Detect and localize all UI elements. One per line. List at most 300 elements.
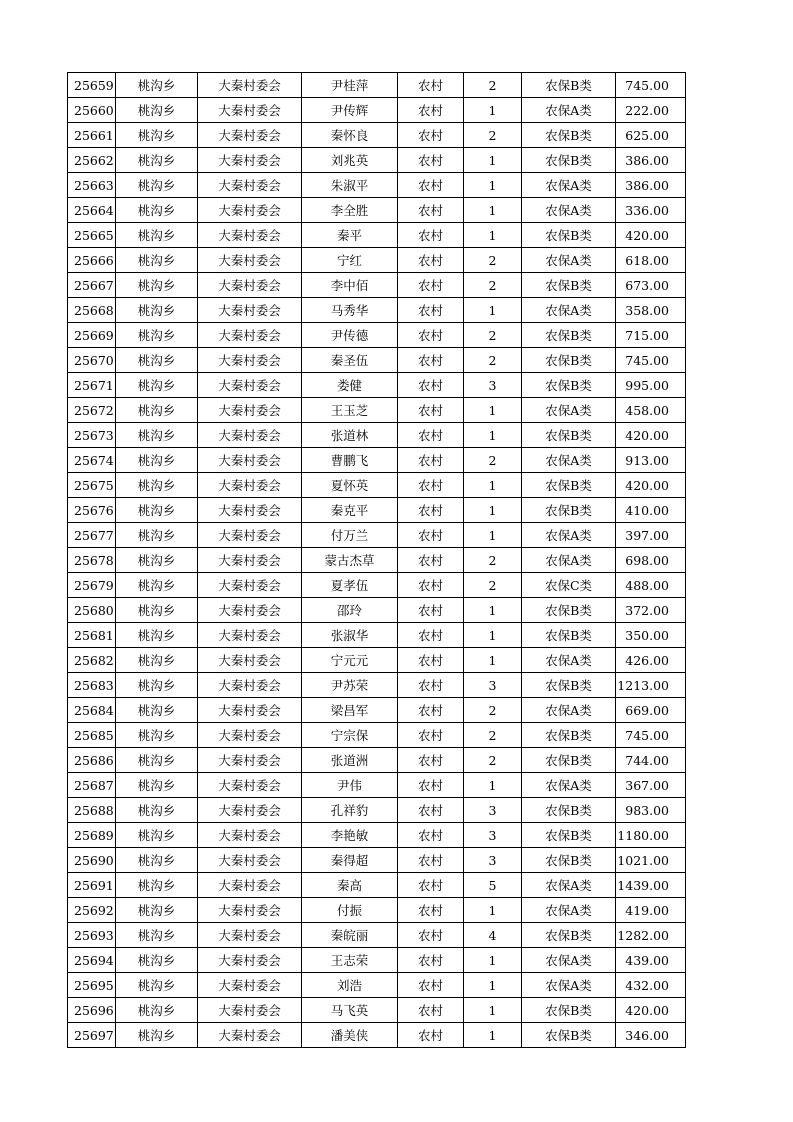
area-type-cell: 农村 bbox=[398, 223, 464, 248]
village-committee-cell: 大秦村委会 bbox=[198, 723, 302, 748]
category-cell: 农保B类 bbox=[522, 73, 616, 98]
name-cell: 刘浩 bbox=[302, 973, 398, 998]
township-cell: 桃沟乡 bbox=[116, 398, 198, 423]
area-type-cell: 农村 bbox=[398, 873, 464, 898]
area-type-cell: 农村 bbox=[398, 598, 464, 623]
record-id-cell: 25662 bbox=[68, 148, 116, 173]
category-cell: 农保B类 bbox=[522, 848, 616, 873]
village-committee-cell: 大秦村委会 bbox=[198, 373, 302, 398]
household-size-cell: 2 bbox=[464, 323, 522, 348]
area-type-cell: 农村 bbox=[398, 98, 464, 123]
table-row bbox=[68, 598, 686, 623]
category-cell: 农保C类 bbox=[522, 573, 616, 598]
name-cell: 王玉芝 bbox=[302, 398, 398, 423]
category-cell: 农保B类 bbox=[522, 823, 616, 848]
area-type-cell: 农村 bbox=[398, 398, 464, 423]
area-type-cell: 农村 bbox=[398, 148, 464, 173]
amount-cell: 744.00 bbox=[616, 748, 686, 773]
village-committee-cell: 大秦村委会 bbox=[198, 323, 302, 348]
village-committee-cell: 大秦村委会 bbox=[198, 148, 302, 173]
area-type-cell: 农村 bbox=[398, 123, 464, 148]
township-cell: 桃沟乡 bbox=[116, 323, 198, 348]
township-cell: 桃沟乡 bbox=[116, 298, 198, 323]
name-cell: 秦怀良 bbox=[302, 123, 398, 148]
amount-cell: 358.00 bbox=[616, 298, 686, 323]
household-size-cell: 3 bbox=[464, 798, 522, 823]
name-cell: 秦克平 bbox=[302, 498, 398, 523]
amount-cell: 1439.00 bbox=[616, 873, 686, 898]
village-committee-cell: 大秦村委会 bbox=[198, 948, 302, 973]
record-id-cell: 25661 bbox=[68, 123, 116, 148]
household-size-cell: 1 bbox=[464, 523, 522, 548]
household-size-cell: 1 bbox=[464, 398, 522, 423]
amount-cell: 432.00 bbox=[616, 973, 686, 998]
household-size-cell: 3 bbox=[464, 373, 522, 398]
category-cell: 农保B类 bbox=[522, 148, 616, 173]
area-type-cell: 农村 bbox=[398, 73, 464, 98]
name-cell: 宁元元 bbox=[302, 648, 398, 673]
household-size-cell: 2 bbox=[464, 448, 522, 473]
area-type-cell: 农村 bbox=[398, 548, 464, 573]
township-cell: 桃沟乡 bbox=[116, 773, 198, 798]
area-type-cell: 农村 bbox=[398, 298, 464, 323]
category-cell: 农保B类 bbox=[522, 423, 616, 448]
table-row bbox=[68, 873, 686, 898]
area-type-cell: 农村 bbox=[398, 673, 464, 698]
village-committee-cell: 大秦村委会 bbox=[198, 998, 302, 1023]
township-cell: 桃沟乡 bbox=[116, 373, 198, 398]
village-committee-cell: 大秦村委会 bbox=[198, 198, 302, 223]
beneficiary-table bbox=[67, 72, 686, 1048]
name-cell: 尹桂萍 bbox=[302, 73, 398, 98]
township-cell: 桃沟乡 bbox=[116, 173, 198, 198]
category-cell: 农保B类 bbox=[522, 323, 616, 348]
area-type-cell: 农村 bbox=[398, 848, 464, 873]
name-cell: 尹传辉 bbox=[302, 98, 398, 123]
name-cell: 孔祥豹 bbox=[302, 798, 398, 823]
record-id-cell: 25674 bbox=[68, 448, 116, 473]
category-cell: 农保A类 bbox=[522, 173, 616, 198]
township-cell: 桃沟乡 bbox=[116, 148, 198, 173]
category-cell: 农保A类 bbox=[522, 448, 616, 473]
area-type-cell: 农村 bbox=[398, 173, 464, 198]
name-cell: 付振 bbox=[302, 898, 398, 923]
record-id-cell: 25688 bbox=[68, 798, 116, 823]
name-cell: 朱淑平 bbox=[302, 173, 398, 198]
name-cell: 张道洲 bbox=[302, 748, 398, 773]
village-committee-cell: 大秦村委会 bbox=[198, 398, 302, 423]
household-size-cell: 1 bbox=[464, 98, 522, 123]
table-row bbox=[68, 123, 686, 148]
household-size-cell: 1 bbox=[464, 623, 522, 648]
township-cell: 桃沟乡 bbox=[116, 223, 198, 248]
table-row bbox=[68, 148, 686, 173]
category-cell: 农保A类 bbox=[522, 548, 616, 573]
household-size-cell: 1 bbox=[464, 423, 522, 448]
township-cell: 桃沟乡 bbox=[116, 723, 198, 748]
amount-cell: 426.00 bbox=[616, 648, 686, 673]
table-row bbox=[68, 948, 686, 973]
record-id-cell: 25689 bbox=[68, 823, 116, 848]
household-size-cell: 2 bbox=[464, 123, 522, 148]
name-cell: 曹鹏飞 bbox=[302, 448, 398, 473]
household-size-cell: 2 bbox=[464, 273, 522, 298]
area-type-cell: 农村 bbox=[398, 523, 464, 548]
category-cell: 农保B类 bbox=[522, 123, 616, 148]
category-cell: 农保A类 bbox=[522, 398, 616, 423]
table-row bbox=[68, 898, 686, 923]
township-cell: 桃沟乡 bbox=[116, 523, 198, 548]
village-committee-cell: 大秦村委会 bbox=[198, 548, 302, 573]
table-row bbox=[68, 198, 686, 223]
record-id-cell: 25685 bbox=[68, 723, 116, 748]
area-type-cell: 农村 bbox=[398, 573, 464, 598]
name-cell: 秦高 bbox=[302, 873, 398, 898]
township-cell: 桃沟乡 bbox=[116, 98, 198, 123]
household-size-cell: 2 bbox=[464, 723, 522, 748]
area-type-cell: 农村 bbox=[398, 648, 464, 673]
area-type-cell: 农村 bbox=[398, 373, 464, 398]
village-committee-cell: 大秦村委会 bbox=[198, 498, 302, 523]
amount-cell: 346.00 bbox=[616, 1023, 686, 1048]
table-row bbox=[68, 298, 686, 323]
area-type-cell: 农村 bbox=[398, 773, 464, 798]
township-cell: 桃沟乡 bbox=[116, 123, 198, 148]
area-type-cell: 农村 bbox=[398, 823, 464, 848]
name-cell: 秦平 bbox=[302, 223, 398, 248]
record-id-cell: 25683 bbox=[68, 673, 116, 698]
name-cell: 尹传德 bbox=[302, 323, 398, 348]
table-row bbox=[68, 573, 686, 598]
village-committee-cell: 大秦村委会 bbox=[198, 598, 302, 623]
household-size-cell: 3 bbox=[464, 673, 522, 698]
village-committee-cell: 大秦村委会 bbox=[198, 623, 302, 648]
household-size-cell: 3 bbox=[464, 823, 522, 848]
amount-cell: 386.00 bbox=[616, 173, 686, 198]
township-cell: 桃沟乡 bbox=[116, 548, 198, 573]
name-cell: 梁昌军 bbox=[302, 698, 398, 723]
name-cell: 蒙古杰草 bbox=[302, 548, 398, 573]
name-cell: 付万兰 bbox=[302, 523, 398, 548]
name-cell: 王志荣 bbox=[302, 948, 398, 973]
household-size-cell: 1 bbox=[464, 498, 522, 523]
household-size-cell: 5 bbox=[464, 873, 522, 898]
township-cell: 桃沟乡 bbox=[116, 248, 198, 273]
category-cell: 农保B类 bbox=[522, 923, 616, 948]
household-size-cell: 2 bbox=[464, 348, 522, 373]
amount-cell: 715.00 bbox=[616, 323, 686, 348]
name-cell: 秦得超 bbox=[302, 848, 398, 873]
township-cell: 桃沟乡 bbox=[116, 473, 198, 498]
amount-cell: 420.00 bbox=[616, 998, 686, 1023]
name-cell: 娄健 bbox=[302, 373, 398, 398]
table-row bbox=[68, 348, 686, 373]
table-row bbox=[68, 423, 686, 448]
village-committee-cell: 大秦村委会 bbox=[198, 923, 302, 948]
township-cell: 桃沟乡 bbox=[116, 273, 198, 298]
area-type-cell: 农村 bbox=[398, 498, 464, 523]
record-id-cell: 25664 bbox=[68, 198, 116, 223]
area-type-cell: 农村 bbox=[398, 898, 464, 923]
amount-cell: 439.00 bbox=[616, 948, 686, 973]
name-cell: 尹苏荣 bbox=[302, 673, 398, 698]
household-size-cell: 1 bbox=[464, 298, 522, 323]
area-type-cell: 农村 bbox=[398, 948, 464, 973]
table-row bbox=[68, 548, 686, 573]
record-id-cell: 25663 bbox=[68, 173, 116, 198]
village-committee-cell: 大秦村委会 bbox=[198, 123, 302, 148]
area-type-cell: 农村 bbox=[398, 1023, 464, 1048]
household-size-cell: 1 bbox=[464, 898, 522, 923]
household-size-cell: 2 bbox=[464, 248, 522, 273]
township-cell: 桃沟乡 bbox=[116, 423, 198, 448]
record-id-cell: 25671 bbox=[68, 373, 116, 398]
table-row bbox=[68, 173, 686, 198]
village-committee-cell: 大秦村委会 bbox=[198, 798, 302, 823]
category-cell: 农保B类 bbox=[522, 273, 616, 298]
table-row bbox=[68, 848, 686, 873]
household-size-cell: 1 bbox=[464, 198, 522, 223]
household-size-cell: 2 bbox=[464, 748, 522, 773]
category-cell: 农保B类 bbox=[522, 673, 616, 698]
table-row bbox=[68, 923, 686, 948]
household-size-cell: 1 bbox=[464, 598, 522, 623]
record-id-cell: 25665 bbox=[68, 223, 116, 248]
village-committee-cell: 大秦村委会 bbox=[198, 848, 302, 873]
township-cell: 桃沟乡 bbox=[116, 823, 198, 848]
amount-cell: 995.00 bbox=[616, 373, 686, 398]
village-committee-cell: 大秦村委会 bbox=[198, 573, 302, 598]
amount-cell: 618.00 bbox=[616, 248, 686, 273]
record-id-cell: 25687 bbox=[68, 773, 116, 798]
amount-cell: 669.00 bbox=[616, 698, 686, 723]
village-committee-cell: 大秦村委会 bbox=[198, 73, 302, 98]
area-type-cell: 农村 bbox=[398, 623, 464, 648]
name-cell: 秦皖丽 bbox=[302, 923, 398, 948]
table-row bbox=[68, 523, 686, 548]
category-cell: 农保B类 bbox=[522, 498, 616, 523]
township-cell: 桃沟乡 bbox=[116, 198, 198, 223]
record-id-cell: 25673 bbox=[68, 423, 116, 448]
area-type-cell: 农村 bbox=[398, 323, 464, 348]
table-row bbox=[68, 273, 686, 298]
record-id-cell: 25675 bbox=[68, 473, 116, 498]
category-cell: 农保A类 bbox=[522, 298, 616, 323]
area-type-cell: 农村 bbox=[398, 423, 464, 448]
record-id-cell: 25669 bbox=[68, 323, 116, 348]
household-size-cell: 1 bbox=[464, 948, 522, 973]
household-size-cell: 2 bbox=[464, 698, 522, 723]
category-cell: 农保A类 bbox=[522, 523, 616, 548]
table-row bbox=[68, 248, 686, 273]
table-row bbox=[68, 373, 686, 398]
amount-cell: 350.00 bbox=[616, 623, 686, 648]
township-cell: 桃沟乡 bbox=[116, 973, 198, 998]
category-cell: 农保A类 bbox=[522, 948, 616, 973]
village-committee-cell: 大秦村委会 bbox=[198, 273, 302, 298]
table-body bbox=[68, 73, 686, 1048]
table-row bbox=[68, 823, 686, 848]
household-size-cell: 1 bbox=[464, 973, 522, 998]
township-cell: 桃沟乡 bbox=[116, 848, 198, 873]
household-size-cell: 2 bbox=[464, 548, 522, 573]
category-cell: 农保B类 bbox=[522, 798, 616, 823]
category-cell: 农保A类 bbox=[522, 773, 616, 798]
amount-cell: 458.00 bbox=[616, 398, 686, 423]
record-id-cell: 25697 bbox=[68, 1023, 116, 1048]
category-cell: 农保B类 bbox=[522, 348, 616, 373]
amount-cell: 1282.00 bbox=[616, 923, 686, 948]
table-row bbox=[68, 623, 686, 648]
category-cell: 农保B类 bbox=[522, 748, 616, 773]
township-cell: 桃沟乡 bbox=[116, 73, 198, 98]
township-cell: 桃沟乡 bbox=[116, 873, 198, 898]
table-row bbox=[68, 748, 686, 773]
amount-cell: 673.00 bbox=[616, 273, 686, 298]
amount-cell: 397.00 bbox=[616, 523, 686, 548]
record-id-cell: 25659 bbox=[68, 73, 116, 98]
name-cell: 秦圣伍 bbox=[302, 348, 398, 373]
category-cell: 农保B类 bbox=[522, 373, 616, 398]
name-cell: 宁红 bbox=[302, 248, 398, 273]
village-committee-cell: 大秦村委会 bbox=[198, 448, 302, 473]
area-type-cell: 农村 bbox=[398, 248, 464, 273]
village-committee-cell: 大秦村委会 bbox=[198, 898, 302, 923]
township-cell: 桃沟乡 bbox=[116, 748, 198, 773]
category-cell: 农保B类 bbox=[522, 1023, 616, 1048]
area-type-cell: 农村 bbox=[398, 448, 464, 473]
category-cell: 农保A类 bbox=[522, 973, 616, 998]
area-type-cell: 农村 bbox=[398, 998, 464, 1023]
category-cell: 农保B类 bbox=[522, 598, 616, 623]
amount-cell: 745.00 bbox=[616, 348, 686, 373]
table-row bbox=[68, 973, 686, 998]
record-id-cell: 25695 bbox=[68, 973, 116, 998]
amount-cell: 745.00 bbox=[616, 723, 686, 748]
amount-cell: 420.00 bbox=[616, 223, 686, 248]
category-cell: 农保A类 bbox=[522, 248, 616, 273]
table-row bbox=[68, 698, 686, 723]
household-size-cell: 1 bbox=[464, 1023, 522, 1048]
record-id-cell: 25666 bbox=[68, 248, 116, 273]
name-cell: 马飞英 bbox=[302, 998, 398, 1023]
category-cell: 农保B类 bbox=[522, 473, 616, 498]
township-cell: 桃沟乡 bbox=[116, 698, 198, 723]
name-cell: 宁宗保 bbox=[302, 723, 398, 748]
name-cell: 尹伟 bbox=[302, 773, 398, 798]
table-row bbox=[68, 723, 686, 748]
category-cell: 农保B类 bbox=[522, 223, 616, 248]
village-committee-cell: 大秦村委会 bbox=[198, 823, 302, 848]
township-cell: 桃沟乡 bbox=[116, 998, 198, 1023]
table-row bbox=[68, 73, 686, 98]
table-row bbox=[68, 473, 686, 498]
household-size-cell: 4 bbox=[464, 923, 522, 948]
township-cell: 桃沟乡 bbox=[116, 348, 198, 373]
record-id-cell: 25691 bbox=[68, 873, 116, 898]
record-id-cell: 25692 bbox=[68, 898, 116, 923]
village-committee-cell: 大秦村委会 bbox=[198, 348, 302, 373]
table-row bbox=[68, 498, 686, 523]
category-cell: 农保B类 bbox=[522, 723, 616, 748]
name-cell: 刘兆英 bbox=[302, 148, 398, 173]
township-cell: 桃沟乡 bbox=[116, 798, 198, 823]
record-id-cell: 25693 bbox=[68, 923, 116, 948]
village-committee-cell: 大秦村委会 bbox=[198, 98, 302, 123]
amount-cell: 745.00 bbox=[616, 73, 686, 98]
area-type-cell: 农村 bbox=[398, 973, 464, 998]
area-type-cell: 农村 bbox=[398, 198, 464, 223]
table-row bbox=[68, 323, 686, 348]
table-row bbox=[68, 223, 686, 248]
village-committee-cell: 大秦村委会 bbox=[198, 248, 302, 273]
table-row bbox=[68, 673, 686, 698]
township-cell: 桃沟乡 bbox=[116, 448, 198, 473]
township-cell: 桃沟乡 bbox=[116, 598, 198, 623]
amount-cell: 698.00 bbox=[616, 548, 686, 573]
record-id-cell: 25668 bbox=[68, 298, 116, 323]
record-id-cell: 25696 bbox=[68, 998, 116, 1023]
area-type-cell: 农村 bbox=[398, 473, 464, 498]
category-cell: 农保B类 bbox=[522, 623, 616, 648]
record-id-cell: 25679 bbox=[68, 573, 116, 598]
township-cell: 桃沟乡 bbox=[116, 573, 198, 598]
record-id-cell: 25667 bbox=[68, 273, 116, 298]
amount-cell: 913.00 bbox=[616, 448, 686, 473]
village-committee-cell: 大秦村委会 bbox=[198, 873, 302, 898]
table-row bbox=[68, 998, 686, 1023]
area-type-cell: 农村 bbox=[398, 723, 464, 748]
category-cell: 农保B类 bbox=[522, 998, 616, 1023]
amount-cell: 372.00 bbox=[616, 598, 686, 623]
amount-cell: 410.00 bbox=[616, 498, 686, 523]
township-cell: 桃沟乡 bbox=[116, 948, 198, 973]
category-cell: 农保A类 bbox=[522, 698, 616, 723]
table-row bbox=[68, 1023, 686, 1048]
township-cell: 桃沟乡 bbox=[116, 673, 198, 698]
village-committee-cell: 大秦村委会 bbox=[198, 173, 302, 198]
village-committee-cell: 大秦村委会 bbox=[198, 773, 302, 798]
household-size-cell: 1 bbox=[464, 173, 522, 198]
table-row bbox=[68, 398, 686, 423]
category-cell: 农保A类 bbox=[522, 648, 616, 673]
amount-cell: 336.00 bbox=[616, 198, 686, 223]
household-size-cell: 1 bbox=[464, 998, 522, 1023]
name-cell: 李全胜 bbox=[302, 198, 398, 223]
village-committee-cell: 大秦村委会 bbox=[198, 973, 302, 998]
amount-cell: 420.00 bbox=[616, 423, 686, 448]
village-committee-cell: 大秦村委会 bbox=[198, 1023, 302, 1048]
village-committee-cell: 大秦村委会 bbox=[198, 298, 302, 323]
category-cell: 农保A类 bbox=[522, 873, 616, 898]
household-size-cell: 2 bbox=[464, 573, 522, 598]
area-type-cell: 农村 bbox=[398, 348, 464, 373]
village-committee-cell: 大秦村委会 bbox=[198, 648, 302, 673]
record-id-cell: 25678 bbox=[68, 548, 116, 573]
township-cell: 桃沟乡 bbox=[116, 648, 198, 673]
record-id-cell: 25677 bbox=[68, 523, 116, 548]
record-id-cell: 25686 bbox=[68, 748, 116, 773]
record-id-cell: 25690 bbox=[68, 848, 116, 873]
household-size-cell: 2 bbox=[464, 73, 522, 98]
amount-cell: 367.00 bbox=[616, 773, 686, 798]
record-id-cell: 25694 bbox=[68, 948, 116, 973]
record-id-cell: 25681 bbox=[68, 623, 116, 648]
village-committee-cell: 大秦村委会 bbox=[198, 698, 302, 723]
table-row bbox=[68, 448, 686, 473]
household-size-cell: 1 bbox=[464, 473, 522, 498]
category-cell: 农保A类 bbox=[522, 898, 616, 923]
